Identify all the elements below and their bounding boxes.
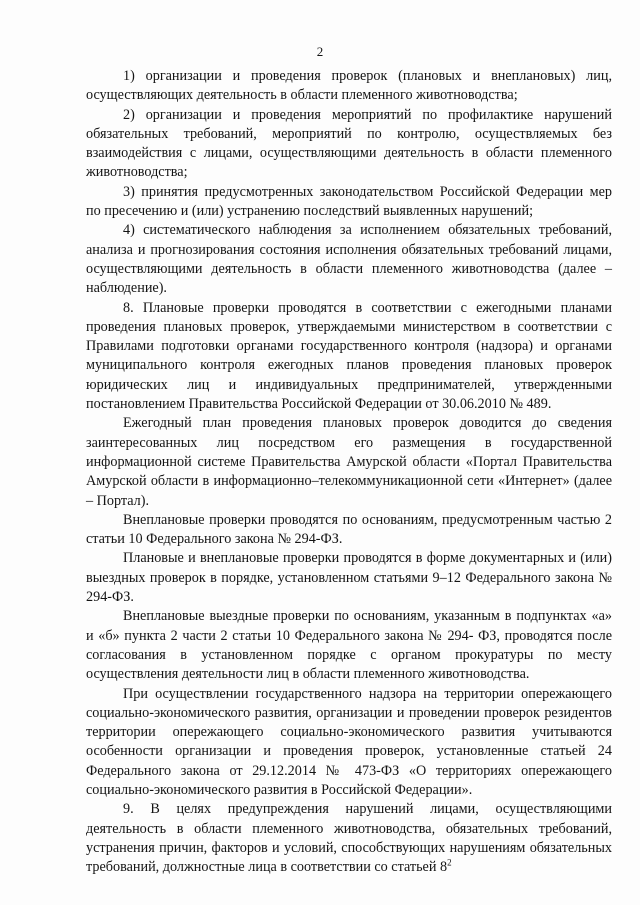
paragraph-prosecutor-approval: Внеплановые выездные проверки по основаниям, указанным в подпунктах «а» и «б» пункта 2 части 2 статьи 10 Федерального закона № 294- ФЗ, проводятся после согласования в установленном порядке с органом прокуратуры по месту осуществления деятельности лиц в области племенного животноводства. — [86, 608, 612, 683]
paragraph-clause-8: 8. Плановые проверки проводятся в соответствии с ежегодными планами проведения плановых проверок, утверждаемыми министерством в соответствии с Правилами подготовки органами государственного контроля (надзора) и органами муниципального контроля ежегодных планов проведения плановых проверок юридических лиц и индивидуальных предпринимателей, утвержденными постановлением Правительства Российской Федерации от 30.06.2010 № 489. — [86, 299, 612, 413]
paragraph-inspection-forms: Плановые и внеплановые проверки проводятся в форме документарных и (или) выездных проверок в порядке, установленном статьями 9–12 Федерального закона № 294-ФЗ. — [86, 550, 612, 606]
document-body — [86, 67, 612, 877]
paragraph-item-1: 1) организации и проведения проверок (плановых и внеплановых) лиц, осуществляющих деятельность в области племенного животноводства; — [86, 68, 612, 104]
paragraph-unscheduled-grounds: Внеплановые проверки проводятся по основаниям, предусмотренным частью 2 статьи 10 Федерального закона № 294-ФЗ. — [86, 511, 612, 548]
paragraph-clause-9-text: 9. В целях предупреждения нарушений лицами, осуществляющими деятельность в области племенного животноводства, обязательных требований, устранения причин, факторов и условий, способствующих нарушениям обязательных требований, должностные лица в соответствии со статьей 8 — [86, 801, 612, 876]
page-number: 2 — [316, 44, 324, 59]
paragraph-clause-9 — [86, 800, 612, 877]
paragraph-annual-plan: Ежегодный план проведения плановых проверок доводится до сведения заинтересованных лиц посредством его размещения в государственной информационной системе Правительства Амурской области «Портал Правительства Амурской области в информационно–телекоммуникационной сети «Интернет» (далее – Портал). — [86, 415, 612, 509]
paragraph-item-3: 3) принятия предусмотренных законодательством Российской Федерации мер по пресечению и (или) устранению последствий выявленных нарушений; — [86, 183, 612, 220]
paragraph-advanced-development: При осуществлении государственного надзора на территории опережающего социально-экономического развития, организации и проведении проверок резидентов территории опережающего социально-экономического развития учитываются особенности организации и проведения проверок, установленные статьей 24 Федерального закона от 29.12.2014 № 473-ФЗ «О территориях опережающего социально-экономического развития в Российской Федерации». — [86, 685, 612, 798]
paragraph-item-2: 2) организации и проведения мероприятий по профилактике нарушений обязательных требований, мероприятий по контролю, осуществляемых без взаимодействия с лицами, осуществляющими деятельность в области племенного животноводства; — [86, 106, 612, 181]
article-superscript: 2 — [447, 857, 452, 868]
paragraph-item-4: 4) систематического наблюдения за исполнением обязательных требований, анализа и прогнозирования состояния исполнения обязательных требований лицами, осуществляющими деятельность в области племенного животноводства (далее – наблюдение). — [86, 222, 612, 297]
